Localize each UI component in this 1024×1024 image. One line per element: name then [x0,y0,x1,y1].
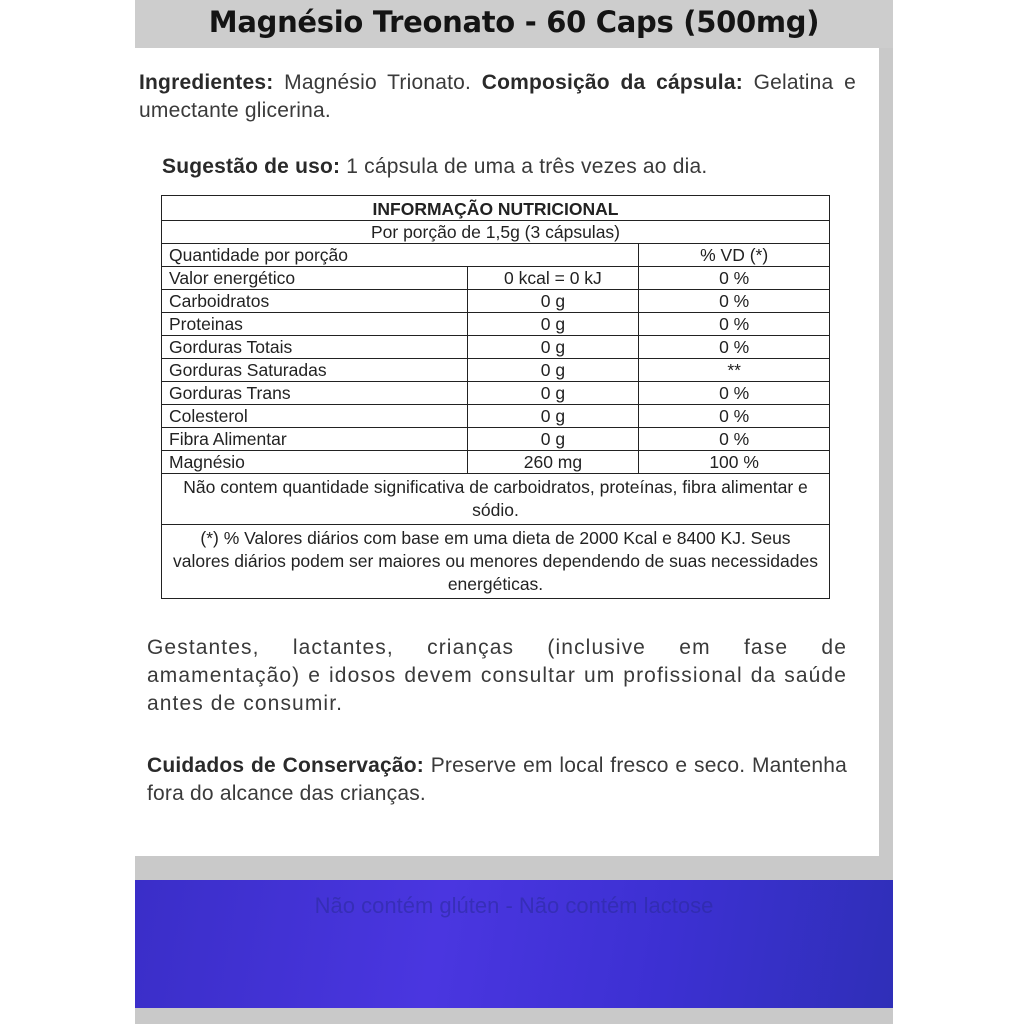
table-note-significance: Não contem quantidade significativa de carboidratos, proteínas, fibra alimentar e sódio. [162,474,830,525]
nutrient-amount: 0 g [467,313,639,336]
nutrient-vd: 0 % [639,267,830,290]
conservation-text: Preserve em local fresco e seco. Mantenha fora do alcance das crianças. [147,754,847,805]
nutrient-vd: 0 % [639,336,830,359]
nutrient-vd: 0 % [639,428,830,451]
nutrition-table [161,195,830,599]
column-vd-header: % VD (*) [639,244,830,267]
nutrient-name: Magnésio [162,451,468,474]
nutrient-amount: 0 g [467,382,639,405]
nutrient-name: Gorduras Totais [162,336,468,359]
table-note-row [162,474,830,525]
nutrient-vd: 0 % [639,382,830,405]
table-row [162,290,830,313]
nutrient-amount: 0 g [467,336,639,359]
ingredients-label: Ingredientes: [139,71,274,94]
nutrient-name: Valor energético [162,267,468,290]
capsule-composition-label: Composição da cápsula: [481,71,743,94]
table-row [162,451,830,474]
usage-paragraph [162,153,822,181]
table-footnote-row [162,525,830,599]
nutrient-name: Carboidratos [162,290,468,313]
nutrient-name: Gorduras Saturadas [162,359,468,382]
capsule-composition-text: Gelatina e umectante glicerina. [139,71,856,122]
table-header-row [162,196,830,221]
ingredients-text: Magnésio Trionato. [273,71,482,94]
nutrient-amount: 0 kcal = 0 kJ [467,267,639,290]
nutrient-amount: 0 g [467,290,639,313]
nutrient-vd: 0 % [639,405,830,428]
table-title: INFORMAÇÃO NUTRICIONAL [162,196,830,221]
column-quantity-header: Quantidade por porção [162,244,639,267]
warning-paragraph: Gestantes, lactantes, crianças (inclusive em fase de amamentação) e idosos devem consultar um profissional da saúde antes de consumir. [147,636,847,715]
nutrient-amount: 0 g [467,405,639,428]
nutrient-name: Fibra Alimentar [162,428,468,451]
nutrient-vd: 100 % [639,451,830,474]
table-columns-row [162,244,830,267]
table-row [162,359,830,382]
table-serving-row [162,221,830,244]
table-row [162,267,830,290]
product-title: Magnésio Treonato - 60 Caps (500mg) [208,5,820,39]
table-serving: Por porção de 1,5g (3 cápsulas) [162,221,830,244]
nutrient-vd: 0 % [639,290,830,313]
nutrient-name: Gorduras Trans [162,382,468,405]
nutrient-amount: 0 g [467,428,639,451]
nutrient-vd: ** [639,359,830,382]
nutrient-vd: 0 % [639,313,830,336]
footer-allergen-text: Não contém glúten - Não contém lactose [314,893,714,918]
table-row [162,336,830,359]
conservation-label: Cuidados de Conservação: [147,754,424,777]
table-row [162,428,830,451]
nutrient-name: Colesterol [162,405,468,428]
usage-text: 1 cápsula de uma a três vezes ao dia. [340,155,708,178]
usage-label: Sugestão de uso: [162,155,341,178]
nutrient-amount: 260 mg [467,451,639,474]
conservation-paragraph [147,752,847,808]
table-row [162,405,830,428]
ingredients-paragraph [139,69,856,125]
nutrient-amount: 0 g [467,359,639,382]
nutrient-name: Proteinas [162,313,468,336]
table-note-daily-values: (*) % Valores diários com base em uma dieta de 2000 Kcal e 8400 KJ. Seus valores diários podem ser maiores ou menores dependendo de suas necessidades energéticas. [162,525,830,599]
table-row [162,382,830,405]
table-row [162,313,830,336]
